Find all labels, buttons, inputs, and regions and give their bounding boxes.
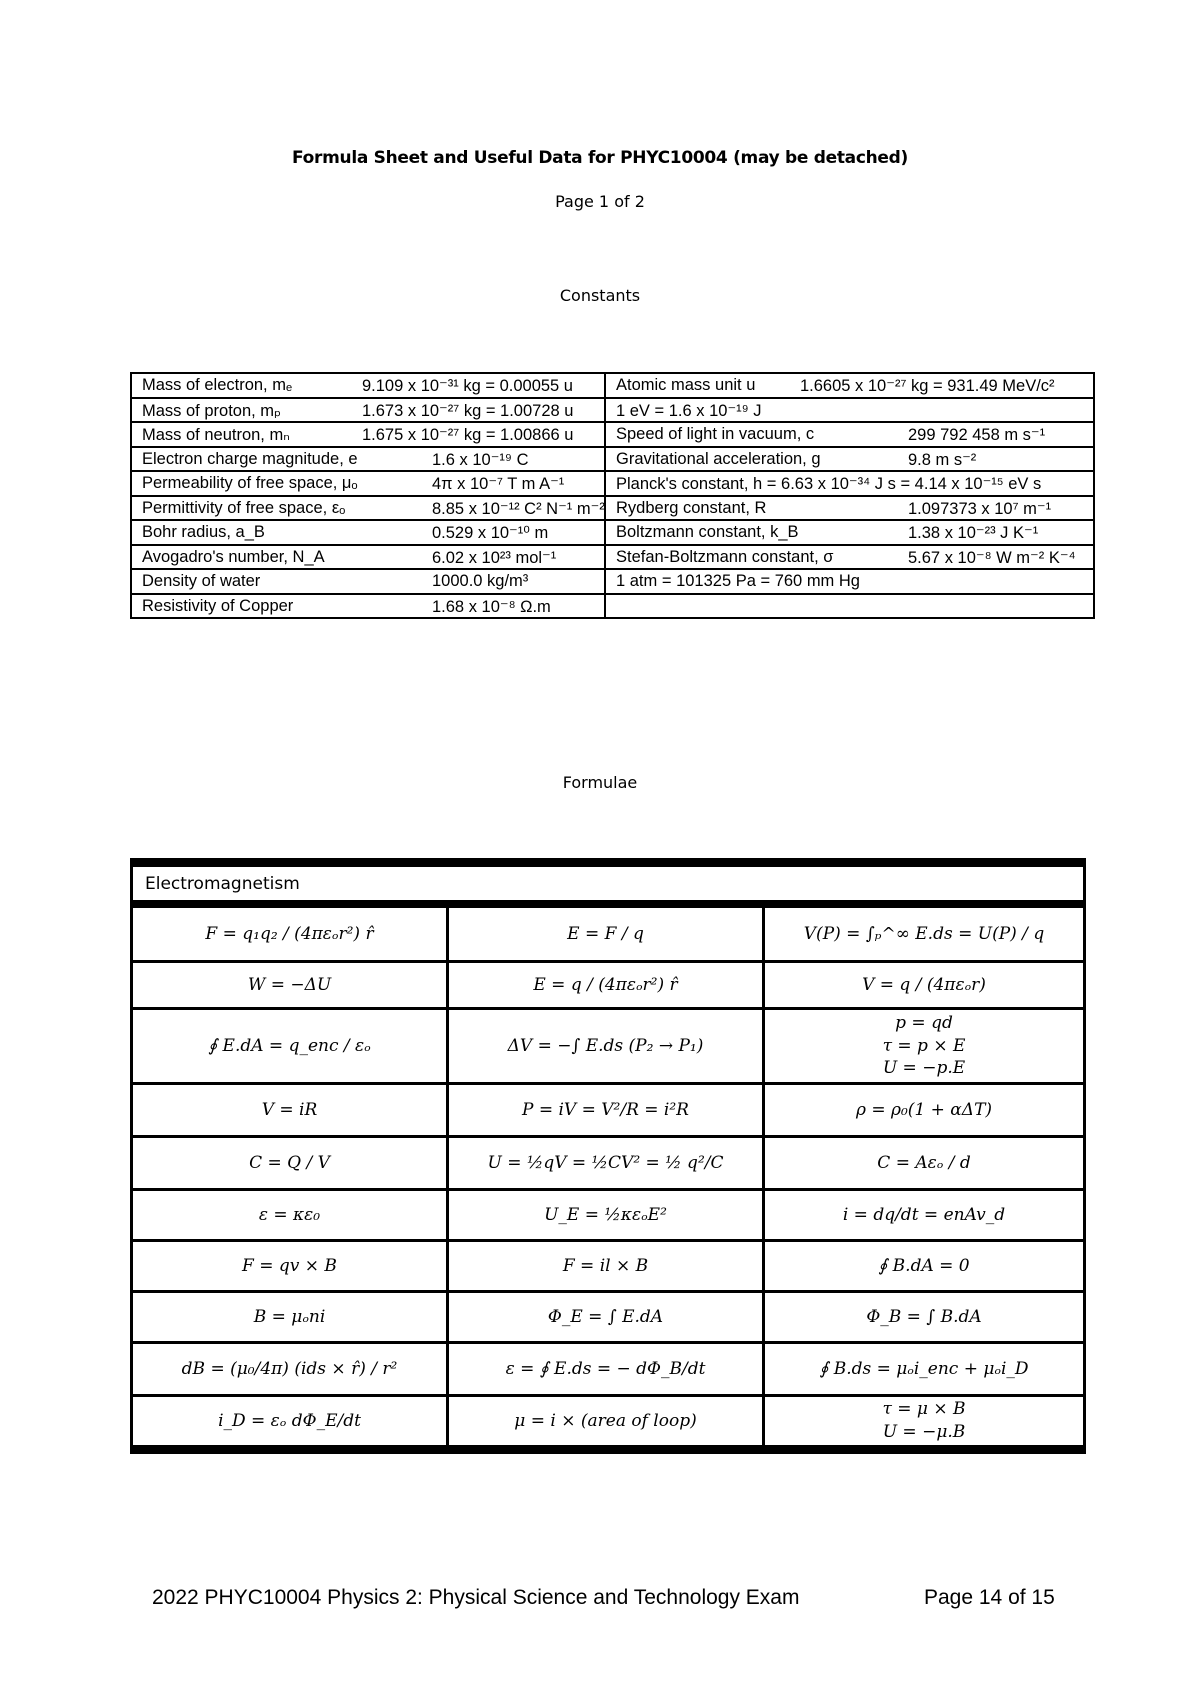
formula-cell: ρ = ρ₀(1 + αΔT) [765,1085,1083,1138]
formula-cell: P = iV = V²/R = i²R [449,1085,765,1138]
formula-cell: μ = i × (area of loop) [449,1397,765,1445]
formula-cell: ε = κε₀ [133,1191,449,1242]
constant-name: Electron charge magnitude, e [142,449,358,468]
formula-cell: U_E = ½κεₒE² [449,1191,765,1242]
constant-name: Atomic mass unit u [616,376,756,394]
constant-name: Permeability of free space, μₒ [142,474,358,492]
constant-name: Avogadro's number, N_A [142,547,325,566]
constant-name: Gravitational acceleration, g [616,449,821,468]
formulae-table [130,858,1086,1454]
formula-cell: E = F / q [449,908,765,963]
constants-row [131,545,1094,570]
formula-cell: ε = ∮ E.ds = − dΦ_B/dt [449,1344,765,1397]
constant-value: 1.38 x 10⁻²³ J K⁻¹ [908,524,1039,542]
formula-cell: i_D = εₒ dΦ_E/dt [133,1397,449,1445]
footer-page-number: Page 14 of 15 [924,1586,1055,1609]
constant-value: 1.673 x 10⁻²⁷ kg = 1.00728 u [362,401,574,420]
constants-row [131,496,1094,521]
formula-cell: F = il × B [449,1242,765,1293]
constant-name: Rydberg constant, R [616,498,767,517]
constant-value: 1.6 x 10⁻¹⁹ C [432,450,529,469]
constant-cell-right [605,422,1094,447]
constant-name: Mass of proton, mₚ [142,401,282,420]
formula-cell: F = q₁q₂ / (4πεₒr²) r̂ [133,908,449,963]
constant-name: Planck's constant, h = 6.63 x 10⁻³⁴ J s = 4.14 x 10⁻¹⁵ eV s [616,475,1042,493]
constant-cell-left [131,545,605,570]
formula-cell: C = Q / V [133,1138,449,1191]
constant-name: Permittivity of free space, εₒ [142,498,346,517]
constants-heading: Constants [559,286,641,305]
constant-value: 9.8 m s⁻² [908,450,977,469]
constant-value: 9.109 x 10⁻³¹ kg = 0.00055 u [362,377,573,395]
constant-value: 299 792 458 m s⁻¹ [908,426,1046,444]
formula-cell: W = −ΔU [133,963,449,1010]
formula-cell: V(P) = ∫ₚ^∞ E.ds = U(P) / q [765,908,1083,963]
constant-cell-right [605,471,1094,496]
footer-exam-title: 2022 PHYC10004 Physics 2: Physical Science and Technology Exam [152,1586,800,1609]
page-label: Page 1 of 2 [555,192,645,211]
constant-name: Boltzmann constant, k_B [616,523,799,541]
formula-cell: dB = (μ₀/4π) (ids × r̂) / r² [133,1344,449,1397]
constants-row [131,471,1094,496]
constant-cell-right [605,447,1094,472]
formula-cell: ∮ E.dA = q_enc / εₒ [133,1010,449,1085]
constant-name: Mass of electron, mₑ [142,376,293,394]
constant-cell-left [131,447,605,472]
constant-cell-right [605,496,1094,521]
formula-cell: V = iR [133,1085,449,1138]
constant-cell-left [131,594,605,619]
formula-cell: E = q / (4πεₒr²) r̂ [449,963,765,1010]
formula-cell: ∮ B.ds = μₒi_enc + μₒi_D [765,1344,1083,1397]
constant-cell-right [605,520,1094,545]
constant-name: Speed of light in vacuum, c [616,425,815,443]
formula-cell: ΔV = −∫ E.ds (P₂ → P₁) [449,1010,765,1085]
formula-cell: B = μₒni [133,1293,449,1344]
constant-cell-left [131,398,605,423]
constant-value: 5.67 x 10⁻⁸ W m⁻² K⁻⁴ [908,548,1076,567]
constants-row [131,569,1094,594]
constant-cell-left [131,569,605,594]
formula-cell: Φ_E = ∫ E.dA [449,1293,765,1344]
constant-name: 1 atm = 101325 Pa = 760 mm Hg [616,572,860,590]
formula-cell: ∮ B.dA = 0 [765,1242,1083,1293]
constant-name: Mass of neutron, mₙ [142,426,290,444]
constant-name: Density of water [142,572,261,590]
constant-value: 1.68 x 10⁻⁸ Ω.m [432,597,551,616]
constant-name: Bohr radius, a_B [142,523,265,541]
formulae-heading: Formulae [562,773,638,792]
document-title: Formula Sheet and Useful Data for PHYC10004 (may be detached) [292,148,908,168]
constant-cell-left [131,496,605,521]
constant-value: 1.6605 x 10⁻²⁷ kg = 931.49 MeV/c² [800,377,1055,395]
formula-cell: V = q / (4πεₒr) [765,963,1083,1010]
formula-cell: i = dq/dt = enAv_d [765,1191,1083,1242]
constant-value: 6.02 x 10²³ mol⁻¹ [432,548,557,567]
constant-name: 1 eV = 1.6 x 10⁻¹⁹ J [616,401,762,420]
constant-name: Resistivity of Copper [142,596,294,615]
constants-row [131,422,1094,447]
formula-cell: F = qv × B [133,1242,449,1293]
constants-table [130,372,1095,619]
constants-row [131,398,1094,423]
section-heading: Electromagnetism [133,867,1083,908]
constants-row [131,594,1094,619]
constant-cell-right [605,398,1094,423]
formula-grid [133,908,1083,1445]
constants-row [131,447,1094,472]
constant-value: 1.675 x 10⁻²⁷ kg = 1.00866 u [362,426,574,444]
constant-value: 0.529 x 10⁻¹⁰ m [432,524,549,542]
constant-cell-left [131,520,605,545]
formula-cell: τ = μ × B U = −μ.B [882,1399,966,1442]
constants-row [131,373,1094,398]
constant-value: 4π x 10⁻⁷ T m A⁻¹ [432,475,565,493]
constant-value: 1000.0 kg/m³ [432,572,529,590]
constant-name: Stefan-Boltzmann constant, σ [616,547,834,566]
constant-cell-left [131,422,605,447]
formula-cell: Φ_B = ∫ B.dA [765,1293,1083,1344]
constant-cell-right [605,594,1094,619]
constant-value: 1.097373 x 10⁷ m⁻¹ [908,499,1052,518]
constant-cell-right [605,545,1094,570]
constant-cell-left [131,471,605,496]
constant-cell-right [605,569,1094,594]
constant-cell-right [605,373,1094,398]
formula-cell: U = ½qV = ½CV² = ½ q²/C [449,1138,765,1191]
constant-cell-left [131,373,605,398]
constant-value: 8.85 x 10⁻¹² C² N⁻¹ m⁻² [432,499,605,518]
formula-cell: C = Aεₒ / d [765,1138,1083,1191]
constants-row [131,520,1094,545]
formula-cell: p = qd τ = p × E U = −p.E [765,1010,1083,1085]
